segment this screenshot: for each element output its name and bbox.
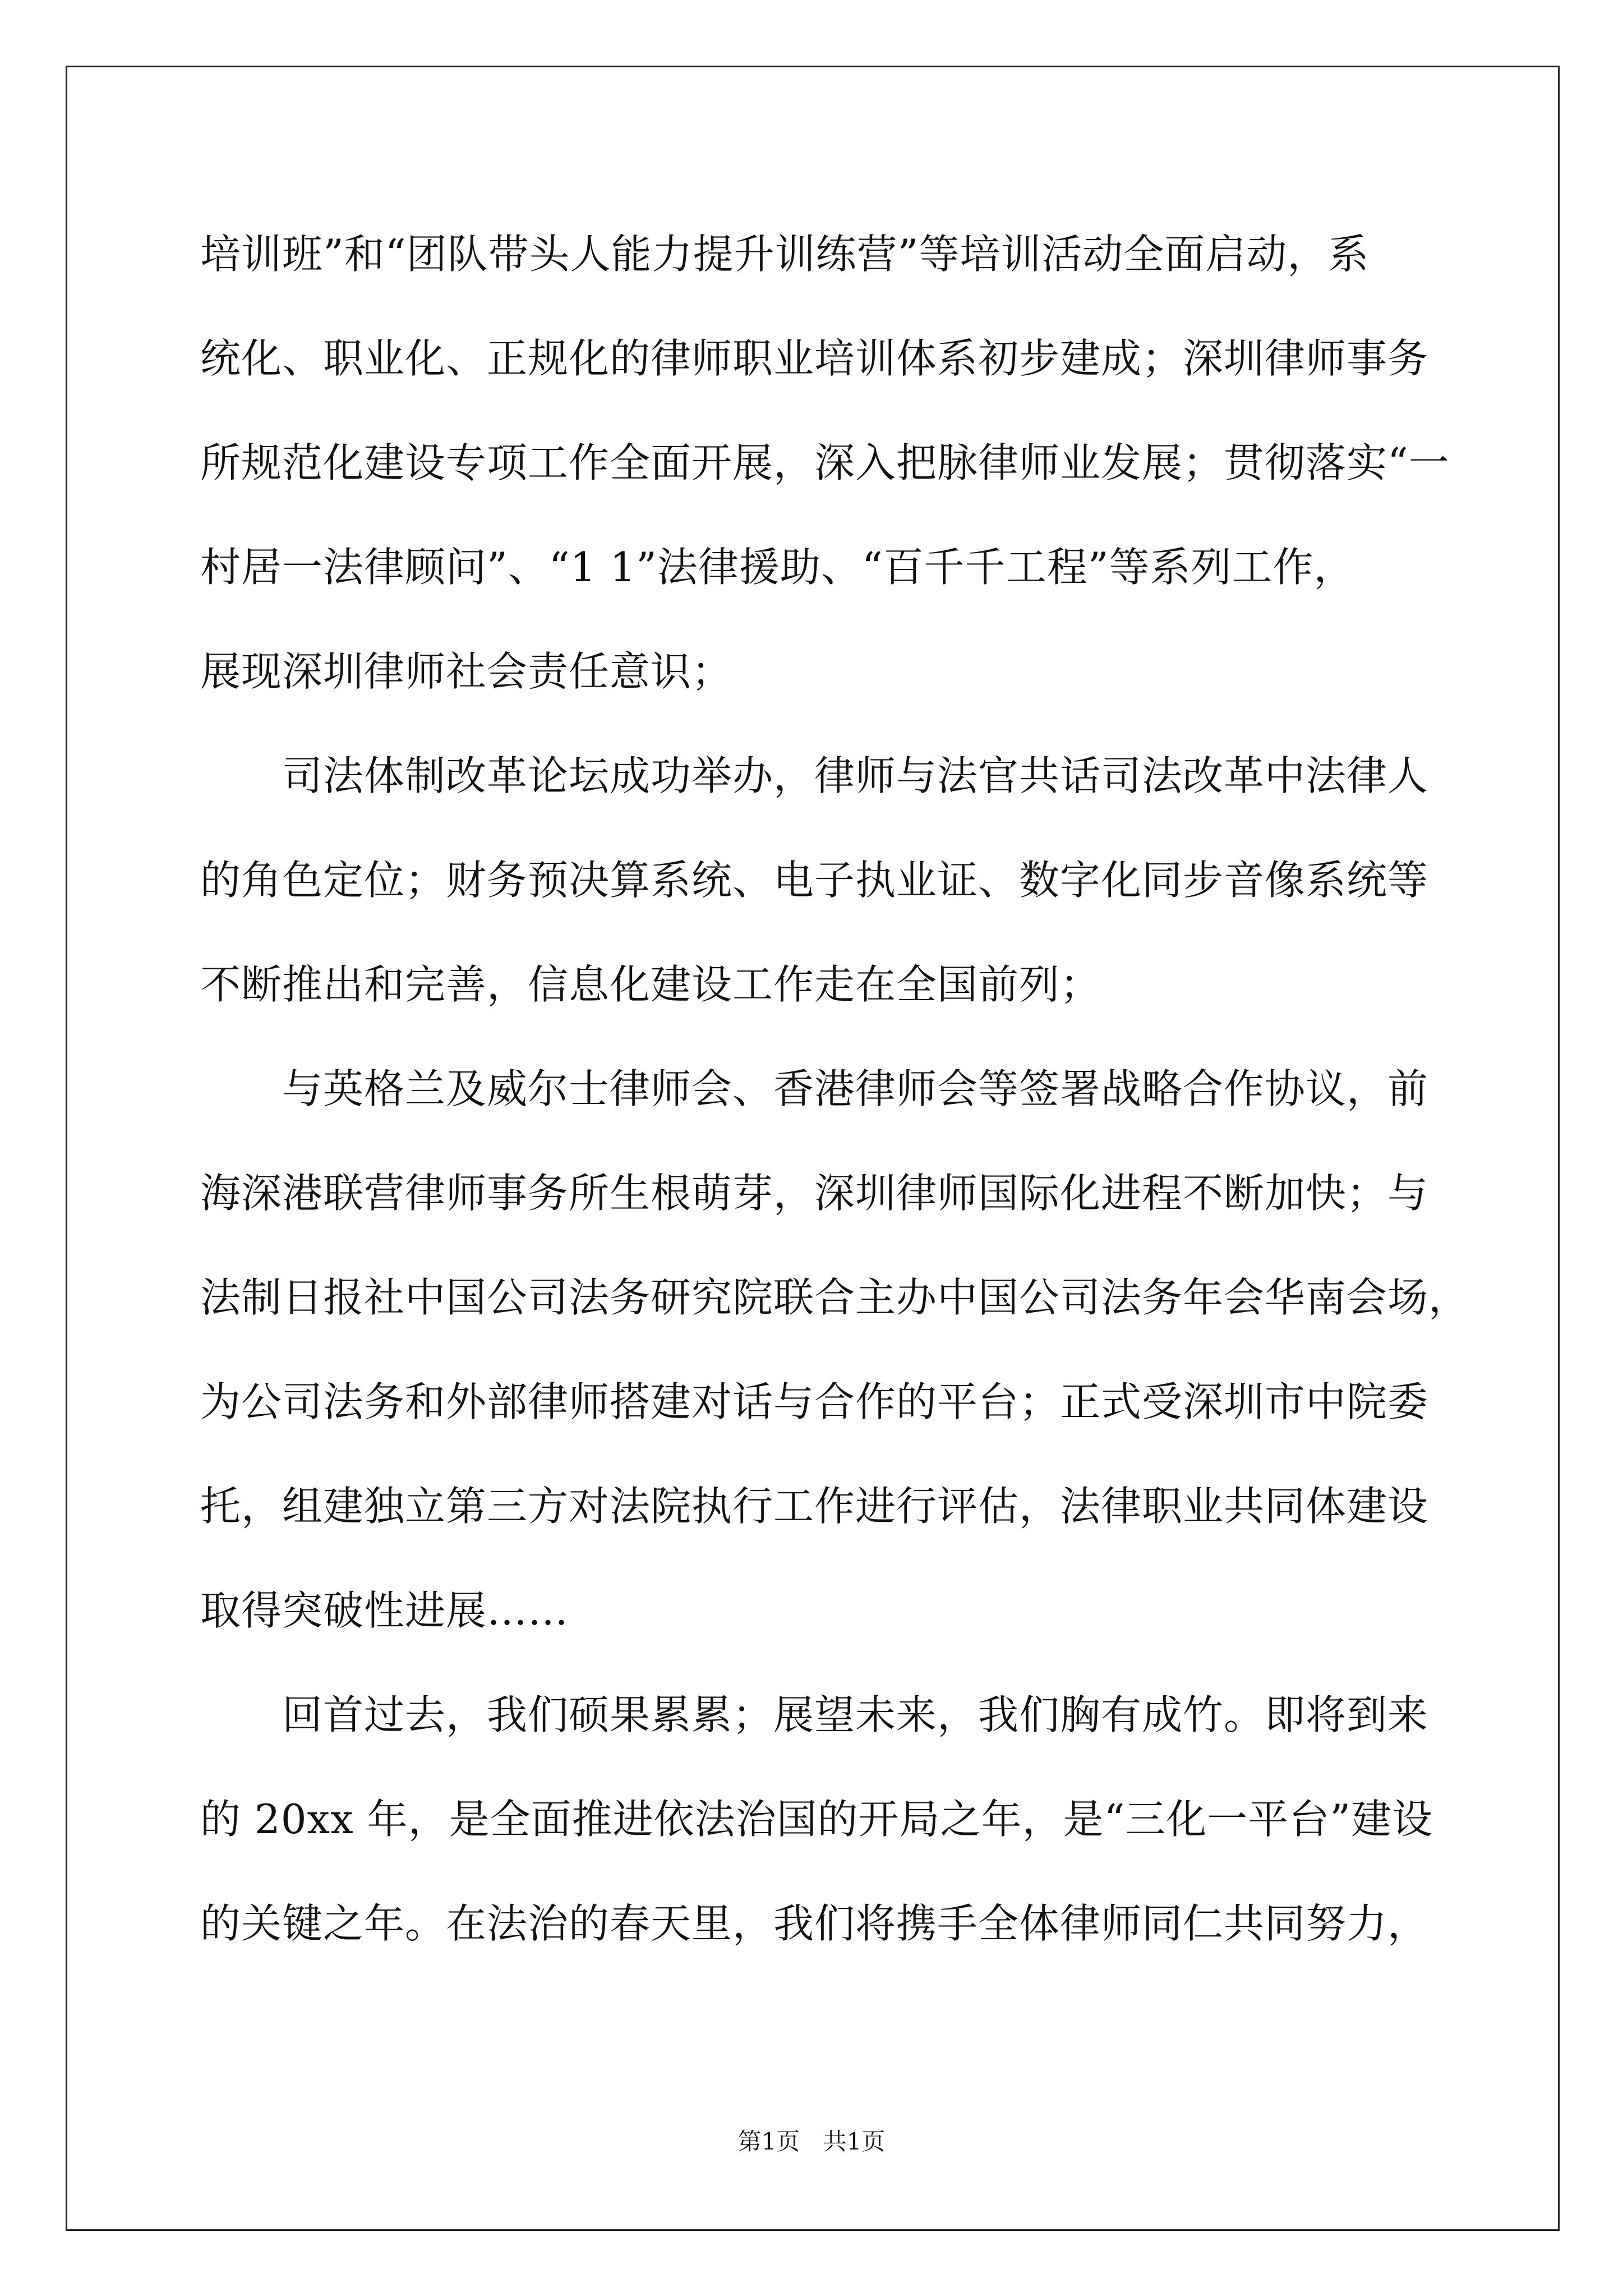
page-number: 第1页 xyxy=(737,2128,800,2155)
text-line: 不断推出和完善，信息化建设工作走在全国前列； xyxy=(200,961,1101,1008)
text-line: 培训班”和“团队带头人能力提升训练营”等培训活动全面启动，系 xyxy=(200,231,1370,278)
text-line: 取得突破性进展…… xyxy=(200,1587,569,1634)
document-body xyxy=(200,202,1470,1976)
text-line: 的 20xx 年，是全面推进依法治国的开局之年，是“三化一平台”建设 xyxy=(200,1796,1433,1843)
text-line: 展现深圳律师社会责任意识； xyxy=(200,648,733,695)
text-line: 的关键之年。在法治的春天里，我们将携手全体律师同仁共同努力， xyxy=(200,1900,1429,1947)
text-line: 回首过去，我们硕果累累；展望未来，我们胸有成竹。即将到来 xyxy=(200,1691,1429,1738)
text-line: 所规范化建设专项工作全面开展，深入把脉律师业发展；贯彻落实“一 xyxy=(200,439,1450,486)
text-line: 的角色定位；财务预决算系统、电子执业证、数字化同步音像系统等 xyxy=(200,857,1429,904)
page-footer xyxy=(0,2125,1623,2159)
text-line: 与英格兰及威尔士律师会、香港律师会等签署战略合作协议，前 xyxy=(200,1065,1429,1112)
page-total: 共1页 xyxy=(823,2128,886,2155)
text-line: 法制日报社中国公司法务研究院联合主办中国公司法务年会华南会场， xyxy=(200,1274,1470,1321)
text-line: 托，组建独立第三方对法院执行工作进行评估，法律职业共同体建设 xyxy=(200,1483,1429,1530)
text-line: 统化、职业化、正规化的律师职业培训体系初步建成；深圳律师事务 xyxy=(200,335,1429,382)
text-line: 为公司法务和外部律师搭建对话与合作的平台；正式受深圳市中院委 xyxy=(200,1378,1429,1425)
text-line: 海深港联营律师事务所生根萌芽，深圳律师国际化进程不断加快；与 xyxy=(200,1170,1429,1217)
text-line: 村居一法律顾问”、“1 1”法律援助、“百千千工程”等系列工作， xyxy=(200,544,1355,591)
text-line: 司法体制改革论坛成功举办，律师与法官共话司法改革中法律人 xyxy=(200,752,1429,799)
